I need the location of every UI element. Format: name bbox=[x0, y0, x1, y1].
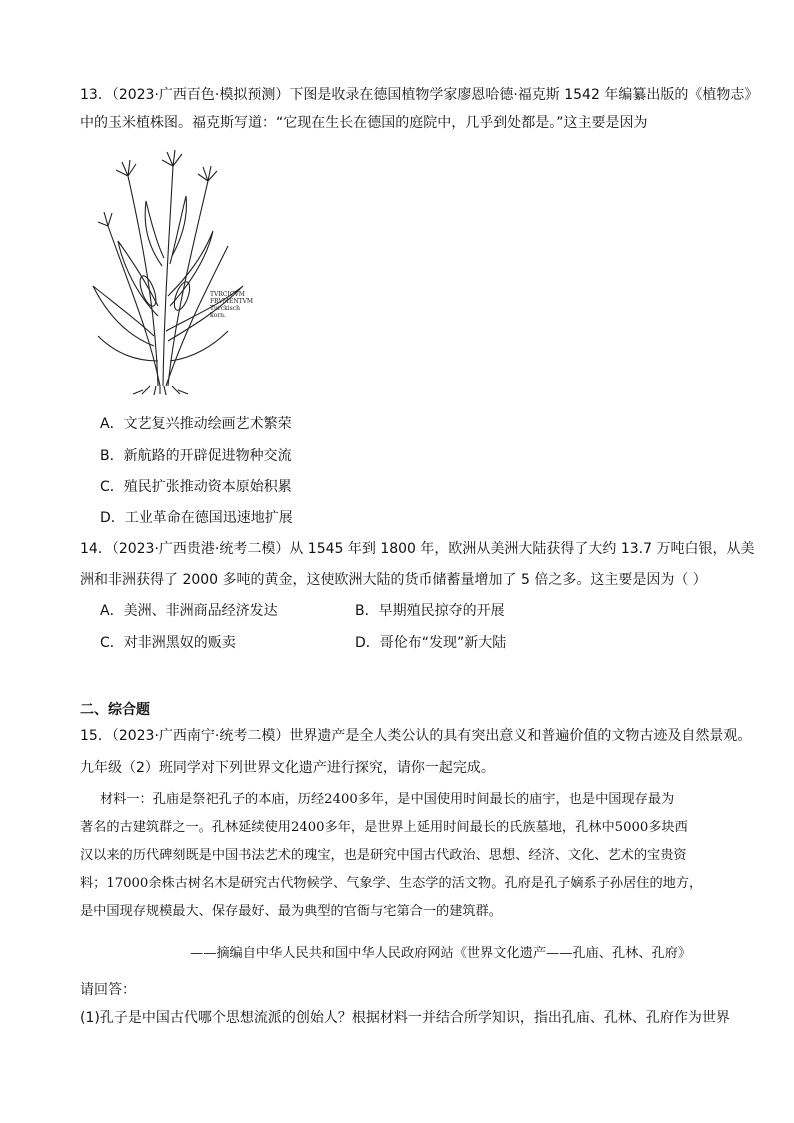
figure-caption-line2: FRVMENTVM bbox=[210, 298, 254, 305]
q14-option-a[interactable]: A．美洲、非洲商品经济发达 bbox=[100, 603, 278, 619]
figure-caption-line1: TVRCICVM bbox=[210, 291, 245, 298]
material-source: ——摘编自中华人民共和国中华人民政府网站《世界文化遗产——孔庙、孔林、孔府》 bbox=[190, 946, 692, 961]
material-line4: 料；17000余株古树名木是研究古代物候学、气象学、生态学的活文物。孔府是孔子嫡系子孙居住的地方， bbox=[80, 876, 703, 891]
corn-plant-drawing bbox=[88, 146, 248, 396]
q14-option-b[interactable]: B．早期殖民掠夺的开展 bbox=[355, 603, 505, 619]
q14-option-d[interactable]: D．哥伦布“发现”新大陆 bbox=[355, 635, 507, 651]
figure-caption bbox=[210, 291, 253, 319]
q14-stem-line1: 14．（2023·广西贵港·统考二模）从 1545 年到 1800 年，欧洲从美洲大陆获得了大约 13.7 万吨白银，从美 bbox=[80, 541, 755, 557]
q13-option-a[interactable]: A．文艺复兴推动绘画艺术繁荣 bbox=[100, 416, 292, 432]
material-line5: 是中国现存规模最大、保存最好、最为典型的官衙与宅第合一的建筑群。 bbox=[80, 904, 502, 919]
q14-option-c[interactable]: C．对非洲黑奴的贩卖 bbox=[100, 635, 236, 651]
material-line3: 汉以来的历代碑刻既是中国书法艺术的瑰宝，也是研究中国古代政治、思想、经济、文化、艺术的宝贵资 bbox=[80, 848, 687, 863]
q15-subquestion-1: (1)孔子是中国古代哪个思想流派的创始人？根据材料一并结合所学知识，指出孔庙、孔林、孔府作为世界 bbox=[80, 1010, 730, 1026]
q15-stem-line2: 九年级（2）班同学对下列世界文化遗产进行探究，请你一起完成。 bbox=[80, 760, 495, 776]
corn-plant-illustration bbox=[88, 146, 254, 396]
material-line1: 材料一：孔庙是祭祀孔子的本庙，历经2400多年，是中国使用时间最长的庙宇，也是中国现存最为 bbox=[100, 792, 675, 807]
q13-stem-line1: 13．（2023·广西百色·模拟预测）下图是收录在德国植物学家廖恩哈德·福克斯 1542 年编纂出版的《植物志》 bbox=[80, 87, 759, 103]
material-line2: 著名的古建筑群之一。孔林延续使用2400多年，是世界上延用时间最长的氏族墓地，孔林中5000多块西 bbox=[80, 820, 688, 835]
q14-stem-line2: 洲和非洲获得了 2000 多吨的黄金，这使欧洲大陆的货币储蓄量增加了 5 倍之多。这主要是因为（ ） bbox=[80, 572, 707, 588]
q15-stem-line1: 15．（2023·广西南宁·统考二模）世界遗产是全人类公认的具有突出意义和普遍价值的文物古迹及自然景观。 bbox=[80, 728, 752, 744]
q15-prompt: 请回答： bbox=[80, 982, 136, 998]
q13-option-b[interactable]: B．新航路的开辟促进物种交流 bbox=[100, 448, 292, 464]
figure-caption-line3: Turckisch korn. bbox=[210, 305, 240, 319]
q13-option-c[interactable]: C．殖民扩张推动资本原始积累 bbox=[100, 479, 292, 495]
section-title: 二、综合题 bbox=[80, 702, 150, 718]
q13-stem-line2: 中的玉米植株图。福克斯写道：“它现在生长在德国的庭院中，几乎到处都是。”这主要是因为 bbox=[80, 115, 648, 131]
q13-option-d[interactable]: D．工业革命在德国迅速地扩展 bbox=[100, 510, 293, 526]
